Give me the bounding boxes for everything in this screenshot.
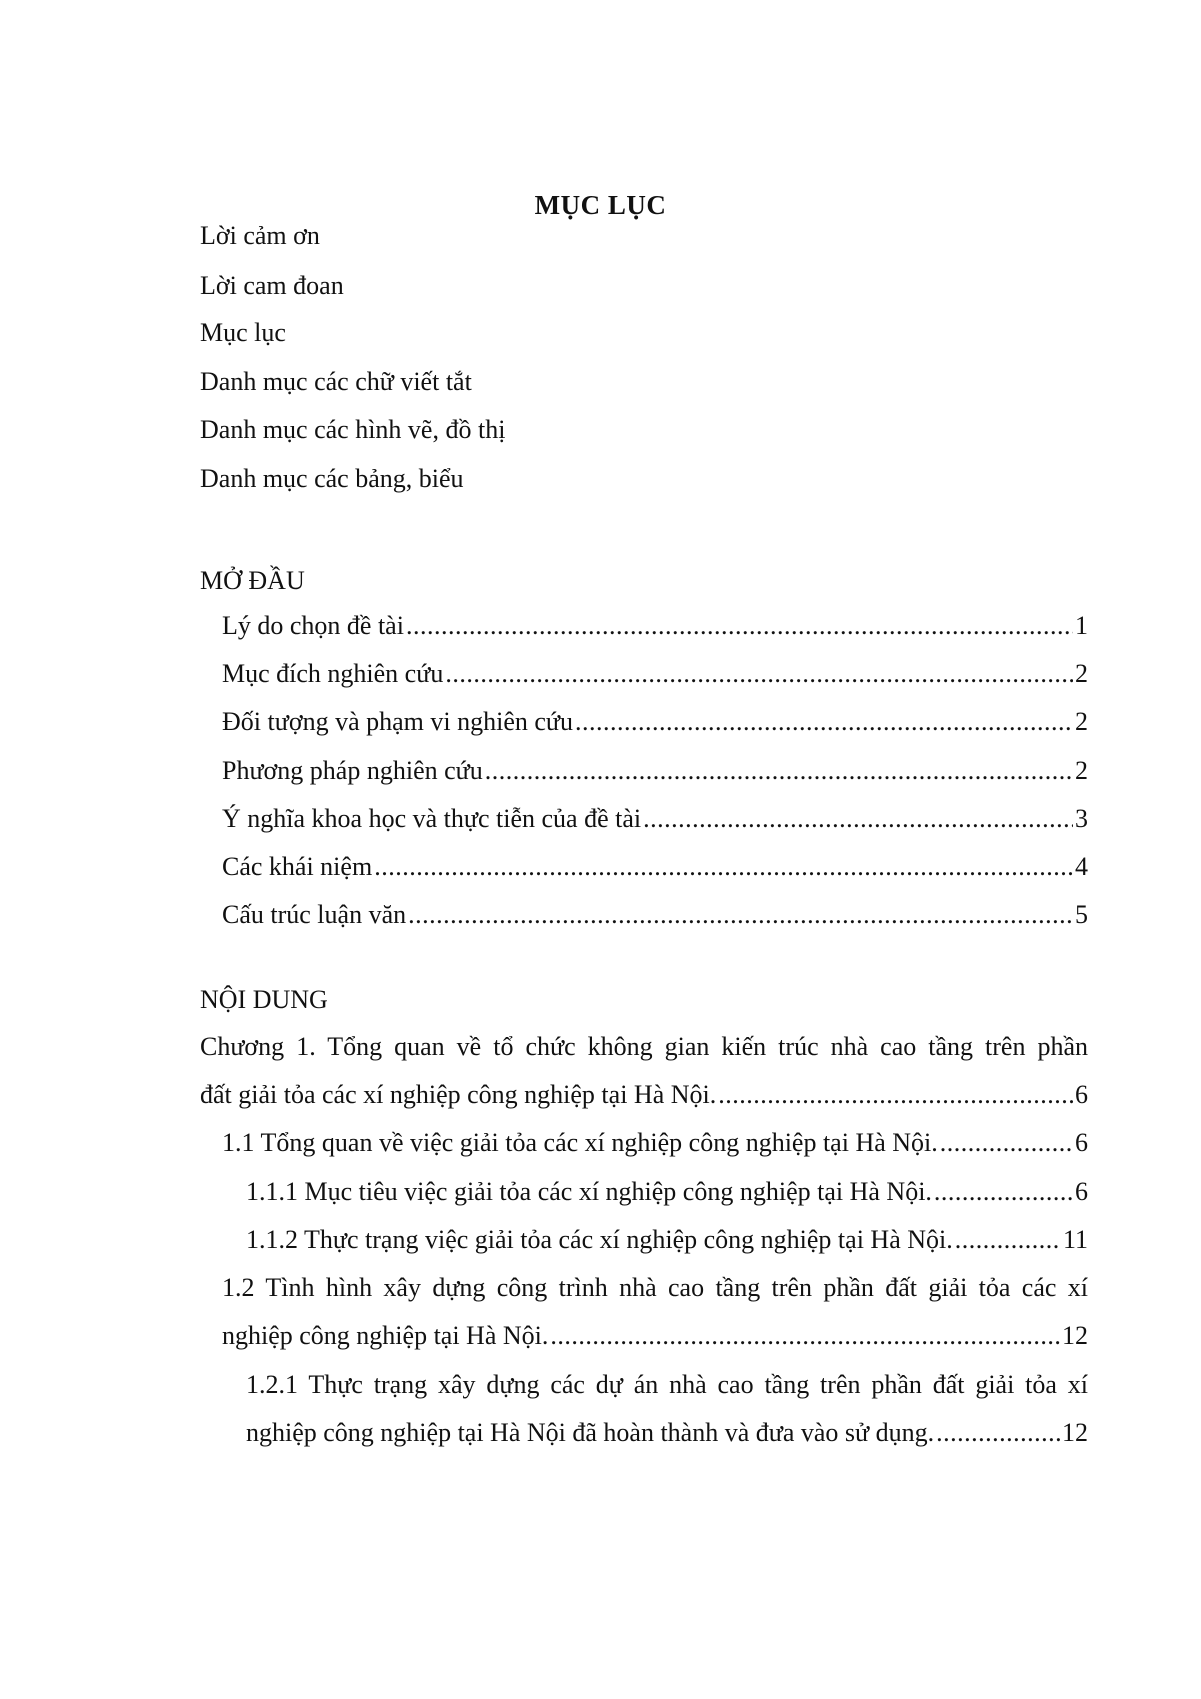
toc-entry bbox=[222, 610, 1088, 642]
toc-dot-leader bbox=[718, 1079, 1073, 1111]
toc-entry-text: Cấu trúc luận văn bbox=[222, 900, 407, 929]
section-1-2-title-line1: 1.2 Tình hình xây dựng công trình nhà cao tầng trên phần đất giải tỏa các xí bbox=[222, 1273, 1088, 1302]
toc-dot-leader bbox=[485, 755, 1073, 787]
toc-entry-page: 6 bbox=[1075, 1080, 1088, 1109]
toc-entry-page: 6 bbox=[1075, 1177, 1088, 1206]
toc-dot-leader bbox=[575, 706, 1073, 738]
toc-entry-page: 2 bbox=[1075, 756, 1088, 785]
toc-dot-leader bbox=[408, 899, 1073, 931]
toc-entry-text: Đối tượng và phạm vi nghiên cứu bbox=[222, 707, 573, 736]
toc-dot-leader bbox=[406, 610, 1073, 642]
toc-entry-text: 1.1.2 Thực trạng việc giải tỏa các xí nghiệp công nghiệp tại Hà Nội. bbox=[246, 1225, 953, 1254]
toc-entry-text: 1.1 Tổng quan về việc giải tỏa các xí nghiệp công nghiệp tại Hà Nội. bbox=[222, 1128, 938, 1157]
toc-entry-page: 5 bbox=[1075, 900, 1088, 929]
toc-dot-leader bbox=[940, 1127, 1073, 1159]
section-heading-intro: MỞ ĐẦU bbox=[200, 566, 305, 595]
toc-entry-text: Các khái niệm bbox=[222, 852, 373, 881]
toc-entry-1-1-1 bbox=[246, 1176, 1088, 1208]
toc-entry-1-1 bbox=[222, 1127, 1088, 1159]
front-matter-item: Danh mục các chữ viết tắt bbox=[200, 367, 472, 396]
toc-dot-leader bbox=[643, 803, 1073, 835]
toc-entry-page: 12 bbox=[1062, 1418, 1088, 1447]
toc-entry-1-1-2 bbox=[246, 1224, 1088, 1256]
toc-entry bbox=[222, 755, 1088, 787]
toc-entry-text: Mục đích nghiên cứu bbox=[222, 659, 444, 688]
toc-entry bbox=[222, 899, 1088, 931]
toc-entry-text: nghiệp công nghiệp tại Hà Nội đã hoàn thành và đưa vào sử dụng. bbox=[246, 1418, 935, 1447]
toc-entry bbox=[222, 851, 1088, 883]
front-matter-item: Mục lục bbox=[200, 318, 286, 347]
toc-entry-1-2-1 bbox=[246, 1417, 1088, 1449]
toc-entry-page: 2 bbox=[1075, 707, 1088, 736]
front-matter-item: Lời cam đoan bbox=[200, 271, 344, 300]
page-title: MỤC LỤC bbox=[534, 190, 667, 220]
toc-entry bbox=[222, 803, 1088, 835]
toc-dot-leader bbox=[955, 1224, 1061, 1256]
toc-entry-page: 1 bbox=[1075, 611, 1088, 640]
toc-dot-leader bbox=[936, 1417, 1060, 1449]
toc-entry-text: đất giải tỏa các xí nghiệp công nghiệp tại Hà Nội. bbox=[200, 1080, 717, 1109]
toc-entry-page: 2 bbox=[1075, 659, 1088, 688]
toc-entry-page: 6 bbox=[1075, 1128, 1088, 1157]
toc-entry-text: Phương pháp nghiên cứu bbox=[222, 756, 483, 785]
toc-dot-leader bbox=[550, 1320, 1060, 1352]
section-heading-content: NỘI DUNG bbox=[200, 985, 328, 1014]
toc-entry-text: nghiệp công nghiệp tại Hà Nội. bbox=[222, 1321, 549, 1350]
toc-entry-page: 4 bbox=[1075, 852, 1088, 881]
toc-dot-leader bbox=[934, 1176, 1073, 1208]
toc-entry bbox=[222, 706, 1088, 738]
toc-dot-leader bbox=[445, 658, 1073, 690]
front-matter-item: Lời cảm ơn bbox=[200, 221, 320, 250]
toc-entry-text: Lý do chọn đề tài bbox=[222, 611, 404, 640]
toc-entry bbox=[222, 658, 1088, 690]
front-matter-item: Danh mục các hình vẽ, đồ thị bbox=[200, 415, 506, 444]
front-matter-item: Danh mục các bảng, biểu bbox=[200, 464, 464, 493]
toc-entry-page: 11 bbox=[1062, 1225, 1088, 1254]
toc-entry-page: 12 bbox=[1062, 1321, 1088, 1350]
toc-entry-1-2 bbox=[222, 1320, 1088, 1352]
chapter-1-title-line1: Chương 1. Tổng quan về tổ chức không gian kiến trúc nhà cao tầng trên phần bbox=[200, 1032, 1088, 1061]
toc-entry-chapter-1 bbox=[200, 1079, 1088, 1111]
toc-entry-page: 3 bbox=[1075, 804, 1088, 833]
toc-entry-text: 1.1.1 Mục tiêu việc giải tỏa các xí nghiệp công nghiệp tại Hà Nội. bbox=[246, 1177, 932, 1206]
toc-dot-leader bbox=[374, 851, 1073, 883]
toc-entry-text: Ý nghĩa khoa học và thực tiễn của đề tài bbox=[222, 804, 642, 833]
section-1-2-1-title-line1: 1.2.1 Thực trạng xây dựng các dự án nhà cao tầng trên phần đất giải tỏa xí bbox=[246, 1370, 1088, 1399]
